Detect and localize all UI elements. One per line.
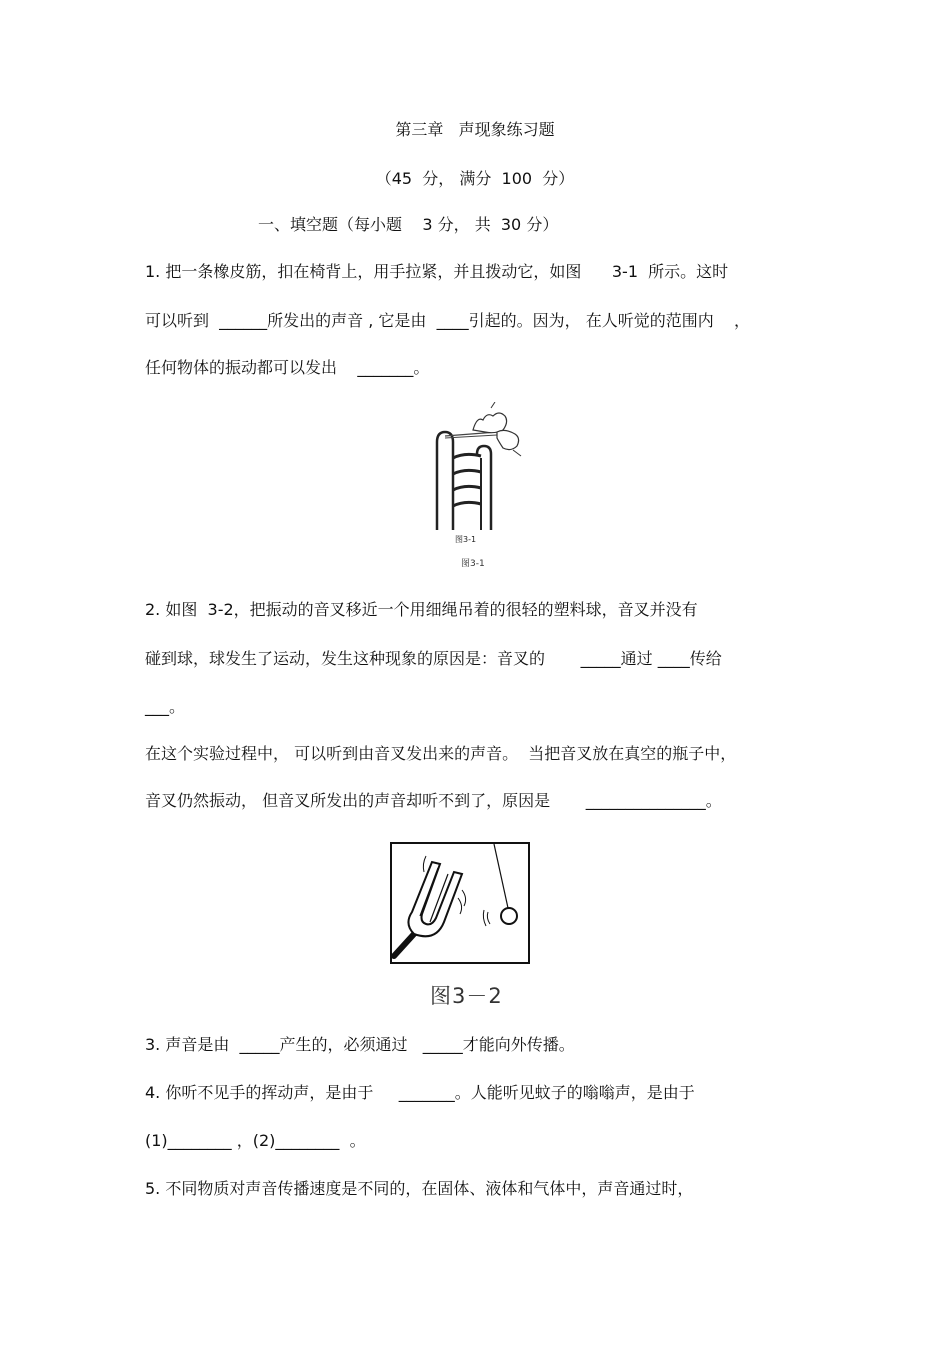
question-2-line-5: 音叉仍然振动， 但音叉所发出的声音却听不到了，原因是 _______________。 [145,791,722,810]
rubber-band-chair-illustration [425,402,535,572]
question-1-line-2: 可以听到 ______所发出的声音 , 它是由 ____引起的。因为， 在人听觉的范围内 ， [145,311,751,330]
question-2-line-1: 2. 如图 3-2，把振动的音叉移近一个用细绳吊着的很轻的塑料球，音叉并没有 [145,600,698,619]
tuning-fork-illustration [390,842,530,964]
figure-3-1-caption: 图3-1 [461,559,485,569]
question-4-line-2: (1)________ ，(2)________ 。 [145,1131,366,1150]
figure-3-1 [425,402,535,572]
score-info: （45 分， 满分 100 分） [375,169,575,188]
question-2-line-3: ___。 [145,697,186,716]
figure-3-2-caption: 图3－2 [430,984,503,1008]
question-5-line-1: 5. 不同物质对声音传播速度是不同的，在固体、液体和气体中，声音通过时， [145,1179,694,1198]
question-1-line-1: 1. 把一条橡皮筋，扣在椅背上，用手拉紧，并且拨动它，如图 3-1 所示。这时 [145,262,729,281]
figure-3-2 [390,842,530,964]
question-2-line-4: 在这个实验过程中， 可以听到由音叉发出来的声音。 当把音叉放在真空的瓶子中， [145,744,737,763]
question-3-line-1: 3. 声音是由 _____产生的，必须通过 _____才能向外传播。 [145,1035,575,1054]
question-4-line-1: 4. 你听不见手的挥动声，是由于 _______。人能听见蚊子的嗡嗡声，是由于 [145,1083,695,1102]
question-1-line-3: 任何物体的振动都可以发出 _______。 [145,358,430,377]
question-2-line-2: 碰到球，球发生了运动，发生这种现象的原因是：音叉的 _____通过 ____传给 [145,649,722,668]
figure-3-1-inner-label: 图3-1 [455,535,477,544]
page-title: 第三章 声现象练习题 [395,120,555,139]
section-heading: 一、填空题（每小题 3 分， 共 30 分） [258,215,559,234]
